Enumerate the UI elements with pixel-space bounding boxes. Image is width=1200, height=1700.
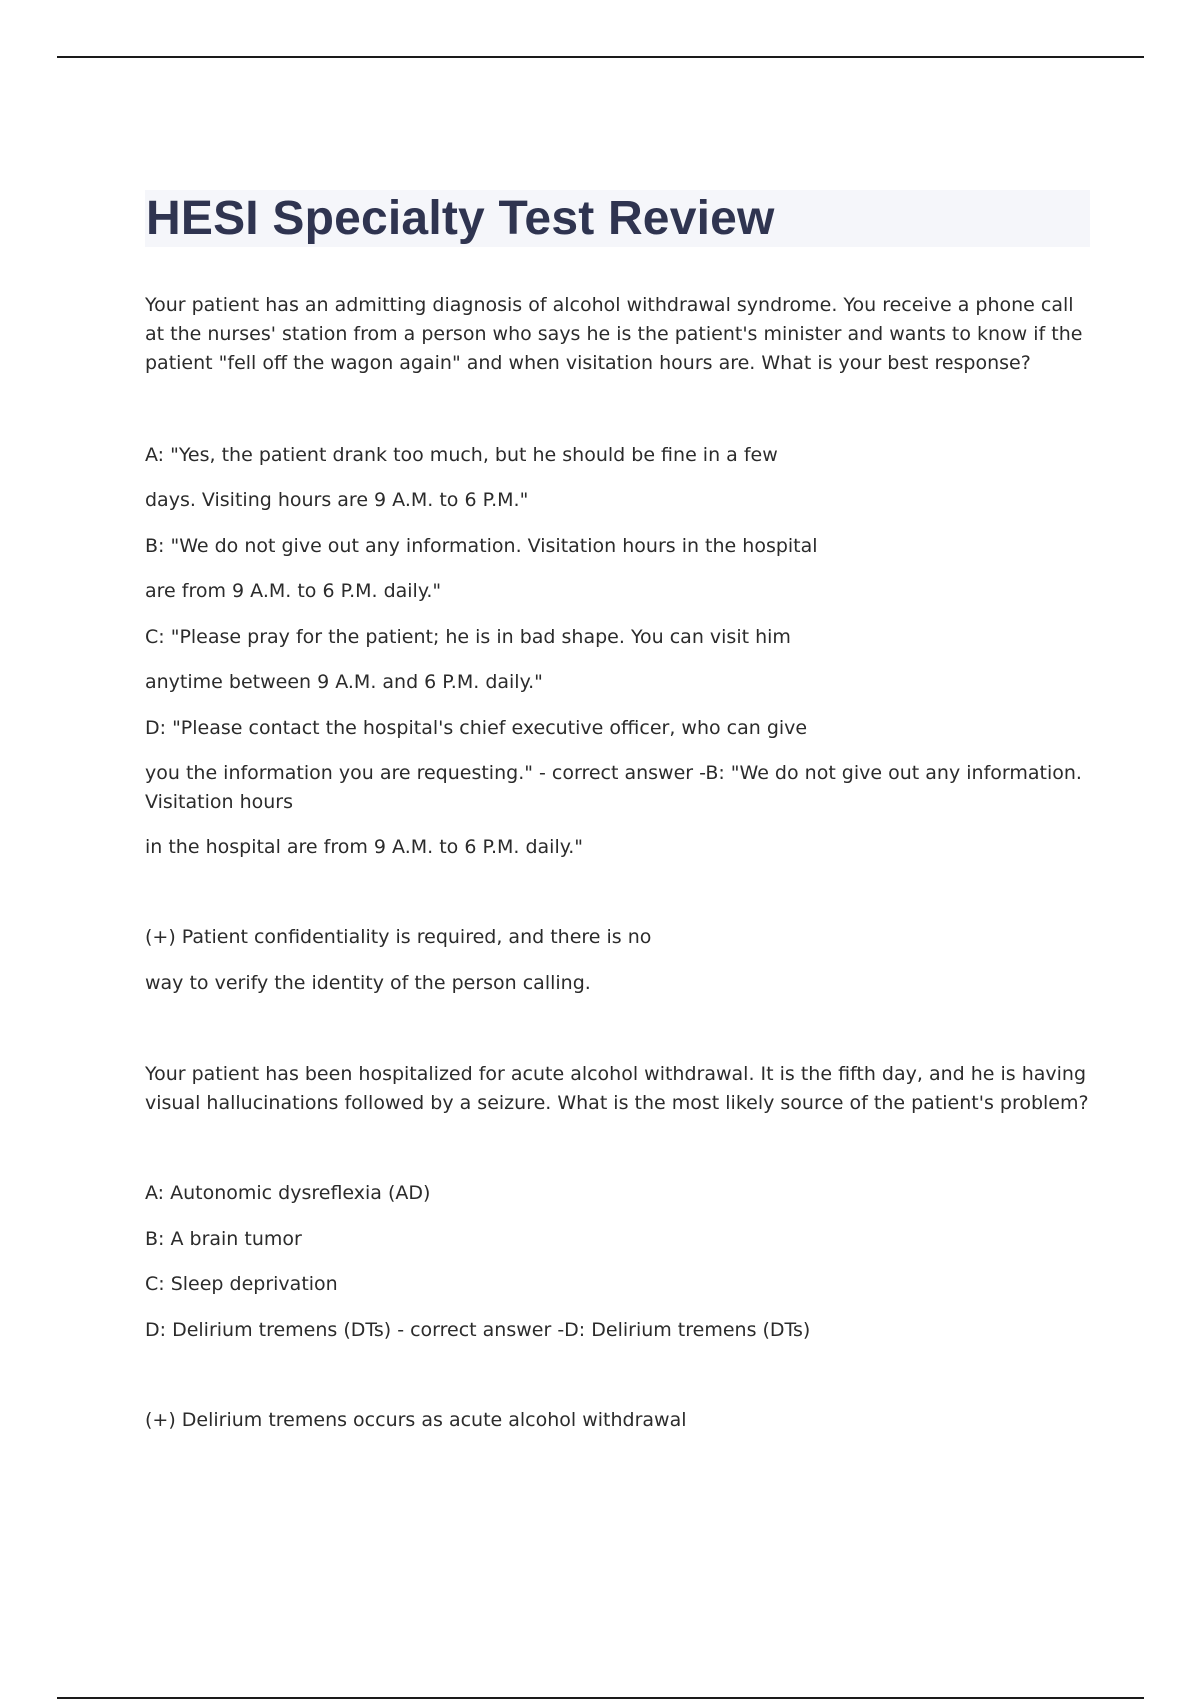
q1-option-d-line-1: D: "Please contact the hospital's chief executive officer, who can give — [145, 717, 808, 739]
q2-rationale-line-1: (+) Delirium tremens occurs as acute alcohol withdrawal — [145, 1409, 687, 1431]
q1-rationale-line-2: way to verify the identity of the person calling. — [145, 972, 591, 994]
q2-option-a: A: Autonomic dysreflexia (AD) — [145, 1182, 431, 1204]
q1-option-d-line-2: you the information you are requesting." - correct answer -B: "We do not give out any information. — [145, 762, 1082, 784]
q2-option-c: C: Sleep deprivation — [145, 1273, 338, 1295]
q2-option-d-answer: D: Delirium tremens (DTs) - correct answer -D: Delirium tremens (DTs) — [145, 1319, 811, 1341]
bottom-rule — [57, 1697, 1144, 1699]
question-2-text: Your patient has been hospitalized for acute alcohol withdrawal. It is the fifth day, and he is having visual hallucinations followed by a seizure. What is the most likely source of the patient's problem? — [145, 1063, 1089, 1114]
question-1-text: Your patient has an admitting diagnosis of alcohol withdrawal syndrome. You receive a phone call at the nurses' station from a person who says he is the patient's minister and wants to know if the patient "fell off the wagon again" and when visitation hours are. What is your best response? — [145, 294, 1083, 374]
q1-option-b-line-1: B: "We do not give out any information. Visitation hours in the hospital — [145, 535, 818, 557]
q1-answer-line-2: Visitation hours — [145, 791, 293, 813]
document-title: HESI Specialty Test Review — [146, 192, 775, 245]
q1-option-b-line-2: are from 9 A.M. to 6 P.M. daily." — [145, 580, 442, 602]
q1-option-c-line-2: anytime between 9 A.M. and 6 P.M. daily." — [145, 671, 543, 693]
top-rule — [57, 56, 1144, 58]
q1-option-a-line-2: days. Visiting hours are 9 A.M. to 6 P.M." — [145, 489, 529, 511]
q1-answer-line-3: in the hospital are from 9 A.M. to 6 P.M. daily." — [145, 836, 584, 858]
q1-option-a-line-1: A: "Yes, the patient drank too much, but he should be fine in a few — [145, 444, 778, 466]
q1-rationale-line-1: (+) Patient confidentiality is required, and there is no — [145, 926, 652, 948]
q1-option-c-line-1: C: "Please pray for the patient; he is in bad shape. You can visit him — [145, 626, 791, 648]
q2-option-b: B: A brain tumor — [145, 1228, 302, 1250]
